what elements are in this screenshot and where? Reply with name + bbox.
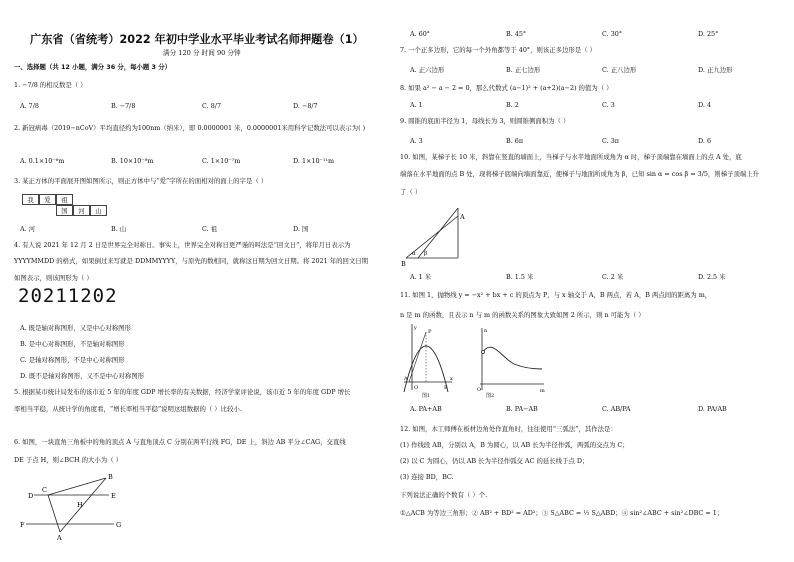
option-b: B. PA−AB — [506, 405, 538, 413]
point-label: B — [401, 260, 406, 268]
palindrome-digits-figure: 20211202 — [18, 285, 118, 307]
question-11-line-2: n 是 m 的函数，且表示 n 与 m 的函数关系的图象大致如图 2 所示，则 n 可能为（ ） — [400, 311, 645, 319]
option-c: C. AB/PA — [602, 405, 631, 413]
option-a: A. PA+AB — [410, 405, 442, 413]
origin-label: O — [414, 385, 419, 391]
option-b: B. 6π — [506, 137, 524, 145]
question-12-statements: ①△ACB 为等边三角形；② AB² + BD² = AD²；③ S△ABC = ½ S△ABD；④ sin²∠ABC + sin²∠DBC = 1； — [400, 509, 724, 517]
figure-2 — [474, 322, 546, 398]
option-c: C. 3 — [602, 101, 615, 109]
question-10-line-1: 10. 如图，某梯子长 10 米，斜靠在竖直的墙面上，当梯子与水平地面所成角为 α 时，梯子顶端靠在墙面上的点 A 处，底 — [400, 153, 742, 161]
option-c: C. 是轴对称图形，不是中心对称图形 — [20, 356, 125, 364]
option-b: B. 是中心对称图形，不是轴对称图形 — [20, 340, 125, 348]
point-label: D — [28, 492, 34, 500]
figure-caption: 图2 — [486, 393, 495, 398]
point-label: F — [20, 521, 25, 529]
question-7-options — [410, 66, 794, 74]
point-label: A — [57, 534, 62, 542]
question-6-options — [410, 30, 794, 38]
leg-cb — [48, 478, 106, 495]
option-c: C. 30° — [602, 30, 623, 38]
option-a: A. 河 — [20, 225, 36, 233]
option-b: B. 10×10⁻⁸m — [111, 157, 154, 165]
question-3-options — [20, 225, 384, 233]
option-b: B. 山 — [111, 225, 127, 233]
question-4-line-1: 4. 有人说 2021 年 12 月 2 日是世界完全对称日。事实上，世界完全对称日更严谨的叫法是“回文日”，将年月日表示为 — [14, 241, 351, 249]
option-a: A. 3 — [410, 137, 423, 145]
point-label: E — [111, 492, 116, 500]
question-11-line-1: 11. 如图 1，抛物线 y = −x² + bx + c 的顶点为 P，与 x 轴交于 A，B 两点，若 A，B 两点间的距离为 m， — [400, 291, 712, 299]
option-d: D. 国 — [293, 225, 309, 233]
question-8-options — [410, 101, 794, 109]
question-2-options — [20, 157, 384, 165]
option-c: C. 正八边形 — [602, 66, 637, 74]
point-label: B — [108, 473, 113, 481]
origin-label: O — [477, 387, 482, 393]
option-c: C. 1×10⁻⁷m — [202, 157, 241, 165]
question-1-stem: 1. −7/8 的相反数是（ ） — [14, 81, 87, 89]
option-a: A. 既是轴对称图形，又是中心对称图形 — [20, 324, 131, 332]
option-b: B. 正七边形 — [506, 66, 541, 74]
option-d: D. 25° — [698, 30, 719, 38]
point-label: C — [42, 486, 47, 494]
option-a: A. 60° — [410, 30, 431, 38]
question-12-step-3: (3) 连接 BD，BC. — [400, 473, 454, 481]
question-5-line-2: 率相当平稳，从统计学的角度看，“增长率相当平稳”说明这组数据的（ ）比较小. — [14, 405, 242, 413]
option-d: D. 既不是轴对称图形，又不是中心对称图形 — [20, 372, 144, 380]
question-10-line-2: 端落在水平地面的点 B 处，现将梯子底端向墙面靠近，使梯子与地面所成角为 β，已知 sin α = cos β = 3/5，则梯子顶端上升 — [400, 170, 760, 178]
question-9-options — [410, 137, 794, 145]
option-d: D. PA/AB — [698, 405, 727, 413]
point-label: H — [77, 501, 83, 509]
point-label: G — [116, 521, 122, 529]
point-label: P — [428, 329, 432, 335]
question-10-figure — [400, 200, 470, 268]
section-heading: 一、选择题（共 12 小题，满分 36 分，每小题 3 分） — [14, 63, 172, 71]
question-4-line-2: YYYYMMDD 的格式，如果倒过来写就是 DDMMYYYY，与原先的数相同，就称这日期为回文日期。将 2021 年的回文日期 — [14, 257, 369, 265]
option-c: C. 8/7 — [202, 102, 222, 110]
axis-label: x — [450, 376, 453, 382]
point-label: A — [404, 376, 408, 382]
question-10-line-3: 了（ ） — [400, 188, 422, 196]
axis-label: y — [414, 325, 417, 331]
page-subtitle: 满分 120 分 时间 90 分钟 — [163, 49, 241, 57]
figure-caption: 图1 — [422, 393, 431, 398]
option-d: D. 正九边形 — [698, 66, 733, 74]
option-d: D. 2.5 米 — [698, 273, 726, 281]
point-label: A — [460, 213, 465, 221]
option-a: A. 1 米 — [410, 273, 432, 281]
figure-1 — [400, 322, 456, 398]
net-cell: 我 — [22, 194, 39, 205]
question-6-line-2: DE 于点 H，则∠BCH 的大小为（ ） — [14, 456, 123, 464]
question-8-stem: 8. 如果 a² − a − 2 = 0，那么代数式 (a−1)² + (a+2)(a−2) 的值为（ ） — [400, 84, 613, 92]
question-12-stem: 12. 如图，木工师傅在板材边角处作直角时，往往使用“三弧法”，其作法是： — [400, 425, 617, 433]
question-3-stem: 3. 某正方体的平面展开图如图所示，则正方体中与“爱”字所在的面相对的面上的字是（ ） — [14, 177, 268, 185]
n-m-curve — [483, 347, 542, 369]
option-b: B. 2 — [506, 101, 519, 109]
net-cell: 河 — [73, 205, 90, 216]
page-title: 广东省（省统考）2022 年初中学业水平毕业考试名师押题卷（1） — [30, 33, 364, 46]
option-a: A. 0.1×10⁻⁶m — [20, 157, 65, 165]
option-c: C. 祖 — [202, 225, 218, 233]
question-12-step-2: (2) 以 C 为圆心，仍以 AB 长为半径作弧交 AC 的延长线于点 D； — [400, 457, 589, 465]
leg-ac — [48, 495, 60, 532]
option-d: D. 1×10⁻¹¹m — [293, 157, 335, 165]
option-d: D. 4 — [698, 101, 712, 109]
option-d: D. 6 — [698, 137, 712, 145]
option-c: C. 3π — [602, 137, 619, 145]
angle-label: β — [424, 251, 428, 257]
net-cell: 山 — [90, 205, 107, 216]
axis-label: n — [484, 328, 488, 334]
option-b: B. 1.5 米 — [506, 273, 534, 281]
option-a: A. 1 — [410, 101, 423, 109]
option-c: C. 2 米 — [602, 273, 624, 281]
question-9-stem: 9. 圆锥的底面半径为 1，母线长为 3，则圆锥侧面积为（ ） — [400, 117, 570, 125]
question-6-figure — [14, 470, 124, 542]
open-endpoint — [482, 351, 485, 354]
net-cell: 祖 — [56, 194, 73, 205]
question-1-options — [20, 102, 384, 110]
question-5-line-1: 5. 根据某市统计局发布的该市近 5 年的年度 GDP 增长率的有关数据，经济学家评论说，该市近 5 年的年度 GDP 增长 — [14, 388, 351, 396]
question-12-ask: 下列说法正确的个数有（ ）个. — [400, 491, 488, 499]
question-4-line-3: 如图表示，则该图形为（ ） — [14, 274, 93, 282]
segment-pa — [409, 332, 426, 382]
option-a: A. 7/8 — [20, 102, 39, 110]
question-12-step-1: (1) 作线段 AB，分别以 A，B 为圆心，以 AB 长为半径作弧，两弧的交点为 C； — [400, 441, 629, 449]
option-b: B. −7/8 — [111, 102, 136, 110]
question-11-options — [410, 405, 794, 413]
angle-label: α — [412, 251, 416, 257]
question-6-line-1: 6. 如图，一块直角三角板中的角的顶点 A 与直角顶点 C 分别在两平行线 FG，DE 上，斜边 AB 平分∠CAG，交直线 — [14, 438, 346, 446]
question-10-options — [410, 273, 794, 281]
question-7-stem: 7. 一个正多边形，它的每一个外角都等于 40°，则该正多边形是（ ） — [400, 46, 597, 54]
option-b: B. 45° — [506, 30, 527, 38]
axis-label: m — [540, 388, 545, 394]
net-cell: 国 — [56, 205, 73, 216]
question-2-stem: 2. 新冠病毒（2019−nCoV）平均直径约为100nm（纳米），即 0.0000001 米，0.0000001米用科学记数法可以表示为( ) — [14, 124, 366, 132]
option-a: A. 正六边形 — [410, 66, 445, 74]
net-cell: 爱 — [39, 194, 56, 205]
point-label: B — [444, 385, 448, 391]
option-d: D. −8/7 — [293, 102, 318, 110]
